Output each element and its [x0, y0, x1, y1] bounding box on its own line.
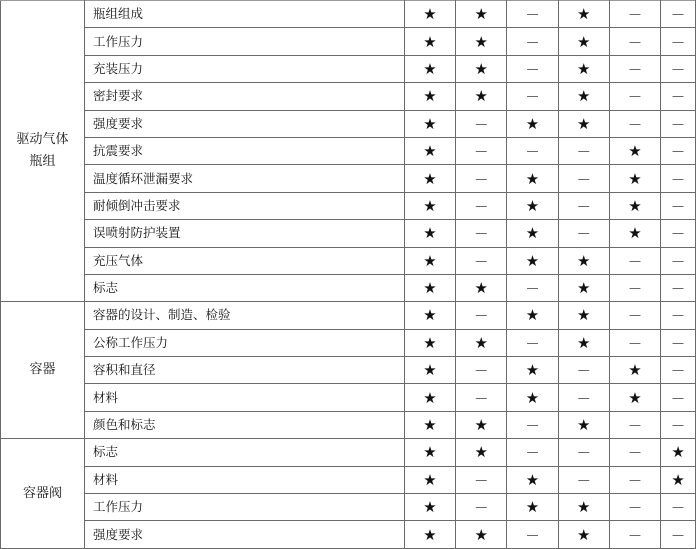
table-row [1, 384, 696, 411]
dash-mark: — [558, 439, 609, 466]
item-label: 瓶组组成 [85, 1, 405, 28]
dash-mark: — [456, 466, 507, 493]
table-row [1, 192, 696, 219]
dash-mark: — [456, 302, 507, 329]
dash-mark: — [456, 384, 507, 411]
dash-mark: — [609, 466, 660, 493]
group-label-line: 瓶组 [29, 154, 56, 170]
item-label: 颜色和标志 [85, 411, 405, 438]
star-mark: ★ [404, 411, 455, 438]
dash-mark: — [558, 137, 609, 164]
dash-mark: — [661, 83, 696, 110]
star-mark: ★ [456, 521, 507, 549]
dash-mark: — [661, 165, 696, 192]
table-row [1, 329, 696, 356]
table-row [1, 466, 696, 493]
dash-mark: — [609, 302, 660, 329]
item-label: 耐倾倒冲击要求 [85, 192, 405, 219]
dash-mark: — [507, 83, 558, 110]
group-label-line: 驱动气体 [16, 132, 69, 148]
dash-mark: — [558, 384, 609, 411]
star-mark: ★ [609, 137, 660, 164]
table-row [1, 55, 696, 82]
star-mark: ★ [404, 494, 455, 521]
star-mark: ★ [404, 439, 455, 466]
dash-mark: — [661, 28, 696, 55]
star-mark: ★ [558, 329, 609, 356]
dash-mark: — [456, 110, 507, 137]
item-label: 温度循环泄漏要求 [85, 165, 405, 192]
item-label: 抗震要求 [85, 137, 405, 164]
star-mark: ★ [558, 521, 609, 549]
item-label: 容积和直径 [85, 357, 405, 384]
item-label: 充装压力 [85, 55, 405, 82]
item-label: 公称工作压力 [85, 329, 405, 356]
dash-mark: — [661, 411, 696, 438]
dash-mark: — [609, 521, 660, 549]
item-label: 材料 [85, 384, 405, 411]
table-row [1, 83, 696, 110]
star-mark: ★ [456, 83, 507, 110]
dash-mark: — [507, 411, 558, 438]
star-mark: ★ [609, 220, 660, 247]
star-mark: ★ [404, 192, 455, 219]
star-mark: ★ [404, 302, 455, 329]
star-mark: ★ [507, 466, 558, 493]
group-label [1, 439, 85, 549]
dash-mark: — [661, 494, 696, 521]
dash-mark: — [507, 439, 558, 466]
table-row [1, 165, 696, 192]
table-row [1, 274, 696, 301]
star-mark: ★ [507, 302, 558, 329]
star-mark: ★ [404, 384, 455, 411]
star-mark: ★ [558, 55, 609, 82]
star-mark: ★ [404, 329, 455, 356]
star-mark: ★ [507, 357, 558, 384]
table-row [1, 137, 696, 164]
item-label: 密封要求 [85, 83, 405, 110]
dash-mark: — [661, 357, 696, 384]
star-mark: ★ [456, 329, 507, 356]
dash-mark: — [507, 521, 558, 549]
table-row [1, 439, 696, 466]
star-mark: ★ [609, 384, 660, 411]
item-label: 误喷射防护装置 [85, 220, 405, 247]
group-label [1, 302, 85, 439]
dash-mark: — [609, 411, 660, 438]
dash-mark: — [507, 137, 558, 164]
dash-mark: — [661, 137, 696, 164]
table-row [1, 28, 696, 55]
star-mark: ★ [404, 137, 455, 164]
dash-mark: — [558, 220, 609, 247]
dash-mark: — [661, 521, 696, 549]
item-label: 标志 [85, 439, 405, 466]
star-mark: ★ [456, 274, 507, 301]
dash-mark: — [609, 329, 660, 356]
group-label-line: 容器阀 [23, 485, 63, 501]
star-mark: ★ [456, 55, 507, 82]
dash-mark: — [558, 192, 609, 219]
dash-mark: — [456, 357, 507, 384]
star-mark: ★ [661, 439, 696, 466]
star-mark: ★ [456, 28, 507, 55]
item-label: 容器的设计、制造、检验 [85, 302, 405, 329]
star-mark: ★ [507, 192, 558, 219]
dash-mark: — [507, 28, 558, 55]
star-mark: ★ [609, 165, 660, 192]
star-mark: ★ [507, 110, 558, 137]
star-mark: ★ [404, 55, 455, 82]
item-label: 强度要求 [85, 110, 405, 137]
star-mark: ★ [558, 110, 609, 137]
star-mark: ★ [558, 411, 609, 438]
star-mark: ★ [558, 1, 609, 28]
dash-mark: — [609, 83, 660, 110]
dash-mark: — [609, 247, 660, 274]
dash-mark: — [456, 165, 507, 192]
dash-mark: — [507, 1, 558, 28]
table-row [1, 110, 696, 137]
group-label-line: 容器 [29, 362, 56, 378]
dash-mark: — [456, 192, 507, 219]
dash-mark: — [609, 1, 660, 28]
dash-mark: — [507, 55, 558, 82]
dash-mark: — [661, 247, 696, 274]
item-label: 工作压力 [85, 494, 405, 521]
star-mark: ★ [456, 439, 507, 466]
item-label: 充压气体 [85, 247, 405, 274]
star-mark: ★ [558, 28, 609, 55]
dash-mark: — [609, 110, 660, 137]
dash-mark: — [661, 329, 696, 356]
star-mark: ★ [404, 521, 455, 549]
star-mark: ★ [404, 83, 455, 110]
star-mark: ★ [404, 28, 455, 55]
table-row [1, 302, 696, 329]
dash-mark: — [507, 274, 558, 301]
dash-mark: — [558, 357, 609, 384]
dash-mark: — [456, 220, 507, 247]
star-mark: ★ [507, 165, 558, 192]
table-row [1, 357, 696, 384]
dash-mark: — [609, 494, 660, 521]
table-body [1, 1, 696, 549]
dash-mark: — [558, 165, 609, 192]
dash-mark: — [609, 55, 660, 82]
star-mark: ★ [507, 220, 558, 247]
star-mark: ★ [609, 357, 660, 384]
dash-mark: — [507, 329, 558, 356]
star-mark: ★ [456, 1, 507, 28]
star-mark: ★ [661, 466, 696, 493]
star-mark: ★ [609, 192, 660, 219]
dash-mark: — [558, 466, 609, 493]
star-mark: ★ [558, 274, 609, 301]
star-mark: ★ [404, 1, 455, 28]
dash-mark: — [661, 192, 696, 219]
star-mark: ★ [507, 247, 558, 274]
item-label: 材料 [85, 466, 405, 493]
dash-mark: — [661, 302, 696, 329]
table-row [1, 1, 696, 28]
star-mark: ★ [507, 384, 558, 411]
table-row [1, 494, 696, 521]
item-label: 标志 [85, 274, 405, 301]
star-mark: ★ [558, 83, 609, 110]
item-label: 强度要求 [85, 521, 405, 549]
star-mark: ★ [558, 494, 609, 521]
dash-mark: — [456, 494, 507, 521]
dash-mark: — [456, 137, 507, 164]
star-mark: ★ [404, 247, 455, 274]
star-mark: ★ [558, 247, 609, 274]
table-row [1, 521, 696, 549]
dash-mark: — [456, 247, 507, 274]
star-mark: ★ [558, 302, 609, 329]
item-label: 工作压力 [85, 28, 405, 55]
dash-mark: — [661, 384, 696, 411]
dash-mark: — [661, 55, 696, 82]
group-label [1, 1, 85, 302]
star-mark: ★ [507, 494, 558, 521]
star-mark: ★ [404, 357, 455, 384]
dash-mark: — [609, 274, 660, 301]
dash-mark: — [661, 220, 696, 247]
dash-mark: — [609, 439, 660, 466]
table-row [1, 247, 696, 274]
star-mark: ★ [404, 220, 455, 247]
star-mark: ★ [404, 466, 455, 493]
star-mark: ★ [404, 165, 455, 192]
star-mark: ★ [404, 274, 455, 301]
dash-mark: — [661, 110, 696, 137]
star-mark: ★ [404, 110, 455, 137]
dash-mark: — [661, 274, 696, 301]
table-row [1, 220, 696, 247]
dash-mark: — [609, 28, 660, 55]
table-row [1, 411, 696, 438]
star-mark: ★ [456, 411, 507, 438]
dash-mark: — [661, 1, 696, 28]
